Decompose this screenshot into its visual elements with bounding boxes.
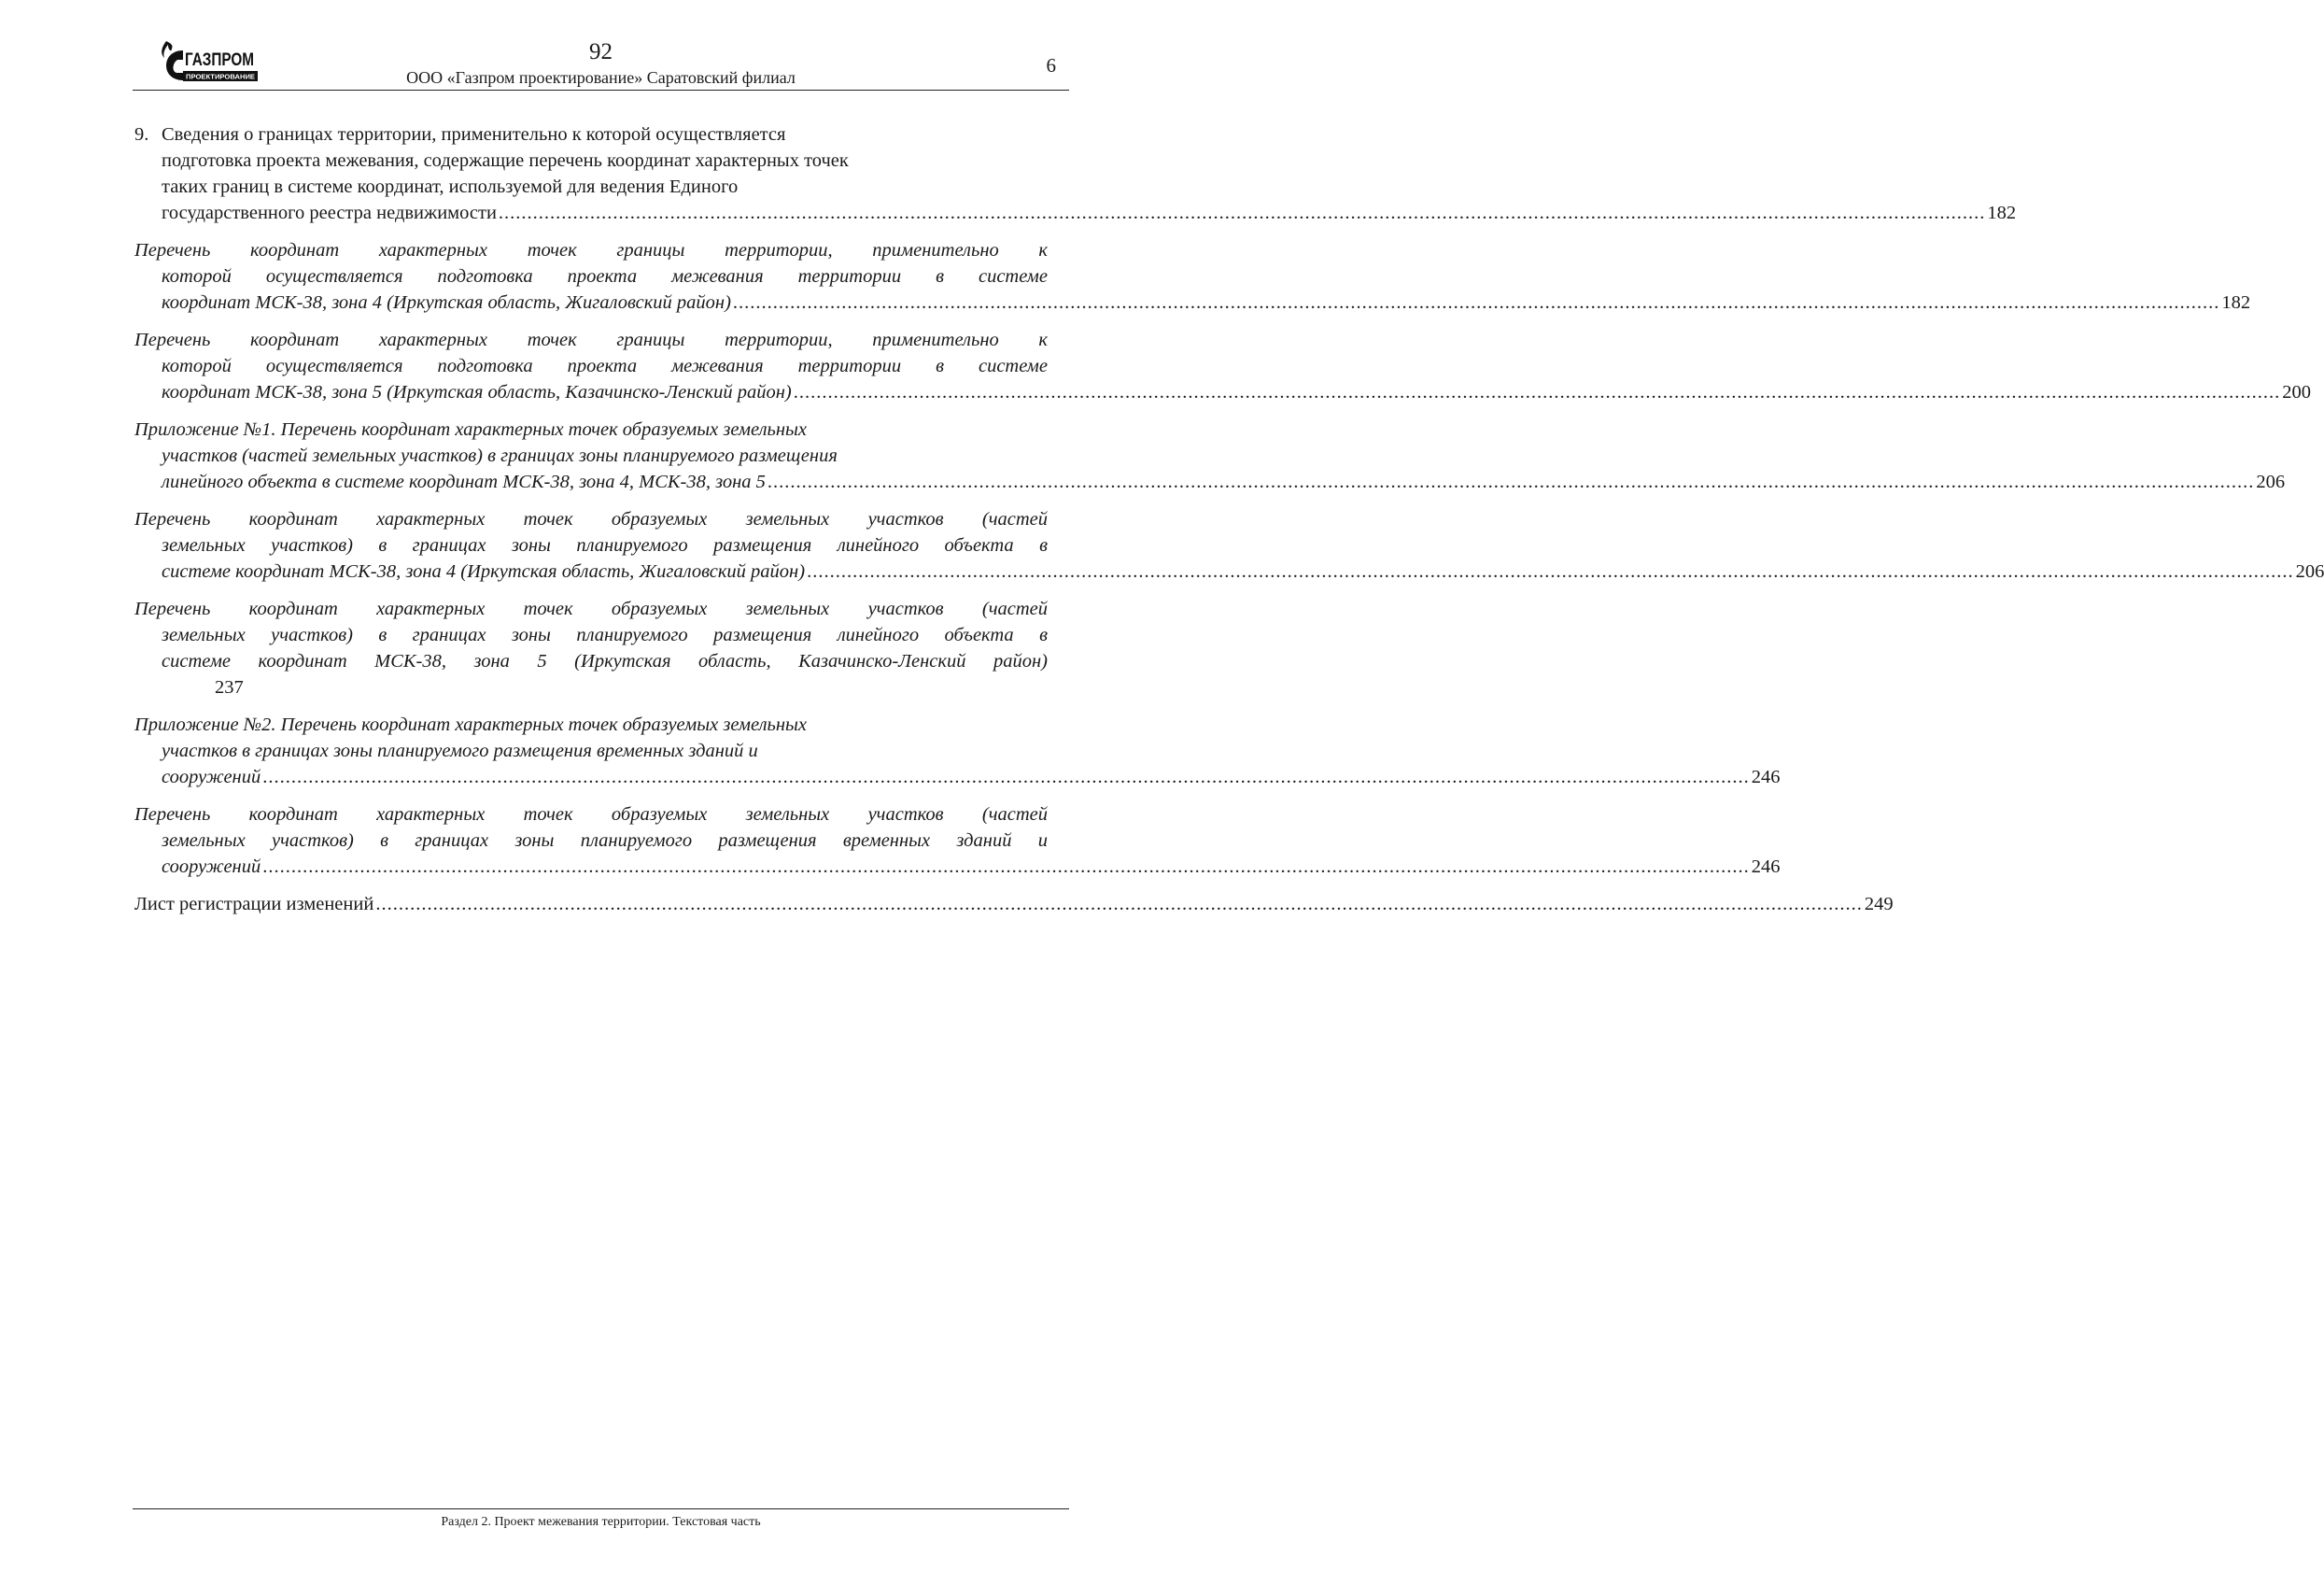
- toc-entry[interactable]: [134, 327, 2311, 405]
- toc-entry-line: координат МСК-38, зона 4 (Иркутская область, Жигаловский район): [162, 292, 731, 313]
- toc-entry-line: земельных участков) в границах зоны планируемого размещения временных зданий и: [162, 830, 1048, 851]
- toc-page-number: 200: [2282, 382, 2311, 403]
- toc-page-number: 206: [2295, 561, 2324, 582]
- toc-entry-line: земельных участков) в границах зоны планируемого размещения линейного объекта в: [162, 535, 1048, 556]
- toc-page-number: 182: [2221, 292, 2251, 313]
- toc-entry[interactable]: [134, 237, 2251, 316]
- toc-entry-line: Лист регистрации изменений: [134, 894, 374, 914]
- dot-leader: [262, 854, 1750, 880]
- toc-page-number: 246: [1751, 767, 1781, 787]
- toc-page-number: 206: [2256, 472, 2286, 492]
- page-header: [133, 26, 1069, 91]
- toc-entry[interactable]: [134, 506, 2324, 585]
- toc-entry-line: линейного объекта в системе координат МСК-38, зона 4, МСК-38, зона 5: [162, 472, 766, 492]
- logo-subtext: ПРОЕКТИРОВАНИЕ: [186, 72, 255, 81]
- toc-entry-line: Перечень координат характерных точек границы территории, применительно к: [134, 240, 1048, 261]
- footer-text: Раздел 2. Проект межевания территории. Текстовая часть: [441, 1515, 761, 1529]
- toc-entry-line: таких границ в системе координат, используемой для ведения Единого: [162, 177, 739, 197]
- toc-page-number: 237: [215, 677, 244, 698]
- toc-entry[interactable]: [134, 596, 1048, 701]
- toc-entry-line: земельных участков) в границах зоны планируемого размещения линейного объекта в: [162, 625, 1048, 645]
- toc-entry-line: Приложение №1. Перечень координат характерных точек образуемых земельных: [134, 419, 807, 440]
- toc-entry-line: Перечень координат характерных точек образуемых земельных участков (частей: [134, 509, 1048, 530]
- toc-entry-number: 9.: [134, 124, 149, 145]
- toc-entry-line: Перечень координат характерных точек границы территории, применительно к: [134, 330, 1048, 350]
- sheet-number: 6: [1046, 54, 1056, 77]
- page-footer: [133, 1508, 1069, 1530]
- toc-entry-line: Перечень координат характерных точек образуемых земельных участков (частей: [134, 599, 1048, 619]
- toc-entry-line: сооружений: [162, 856, 261, 877]
- toc-entry-line: Перечень координат характерных точек образуемых земельных участков (частей: [134, 804, 1048, 825]
- toc-entry-line: сооружений: [162, 767, 261, 787]
- toc-entry-line: участков (частей земельных участков) в границах зоны планируемого размещения: [162, 446, 838, 466]
- organization-name: ООО «Газпром проектирование» Саратовский филиал: [406, 68, 796, 87]
- logo-text: ГАЗПРОМ: [185, 50, 254, 70]
- toc-entry[interactable]: [134, 417, 2286, 495]
- toc-entry[interactable]: [134, 891, 1894, 917]
- dot-leader: [499, 200, 1986, 226]
- toc-entry[interactable]: [134, 121, 2017, 226]
- dot-leader: [733, 290, 2220, 316]
- dot-leader: [375, 891, 1863, 917]
- toc-page-number: 182: [1987, 203, 2017, 223]
- dot-leader: [768, 469, 2255, 495]
- toc-entry-line: Сведения о границах территории, применительно к которой осуществляется: [162, 124, 786, 145]
- toc-entry-line: которой осуществляется подготовка проекта межевания территории в системе: [162, 266, 1048, 287]
- toc-entry-line: системе координат МСК-38, зона 4 (Иркутская область, Жигаловский район): [162, 561, 806, 582]
- toc-entry-line: государственного реестра недвижимости: [162, 203, 497, 223]
- toc-entry-line: координат МСК-38, зона 5 (Иркутская область, Казачинско-Ленский район): [162, 382, 792, 403]
- toc-entry-line: системе координат МСК-38, зона 5 (Иркутская область, Казачинско-Ленский район): [162, 651, 1048, 672]
- dot-leader: [807, 559, 2294, 585]
- toc-entry[interactable]: [134, 801, 1781, 880]
- dot-leader: [794, 379, 2281, 405]
- toc-entry[interactable]: [134, 712, 1781, 790]
- table-of-contents: [134, 121, 2324, 928]
- toc-entry-line: подготовка проекта межевания, содержащие перечень координат характерных точек: [162, 150, 849, 171]
- toc-page-number: 249: [1864, 894, 1894, 914]
- toc-entry-line: которой осуществляется подготовка проекта межевания территории в системе: [162, 356, 1048, 376]
- dot-leader: [262, 764, 1750, 790]
- toc-page-number: 246: [1751, 856, 1781, 877]
- toc-entry-line: Приложение №2. Перечень координат характерных точек образуемых земельных: [134, 715, 807, 735]
- toc-entry-line: участков в границах зоны планируемого размещения временных зданий и: [162, 741, 758, 761]
- page-number: 92: [589, 39, 613, 64]
